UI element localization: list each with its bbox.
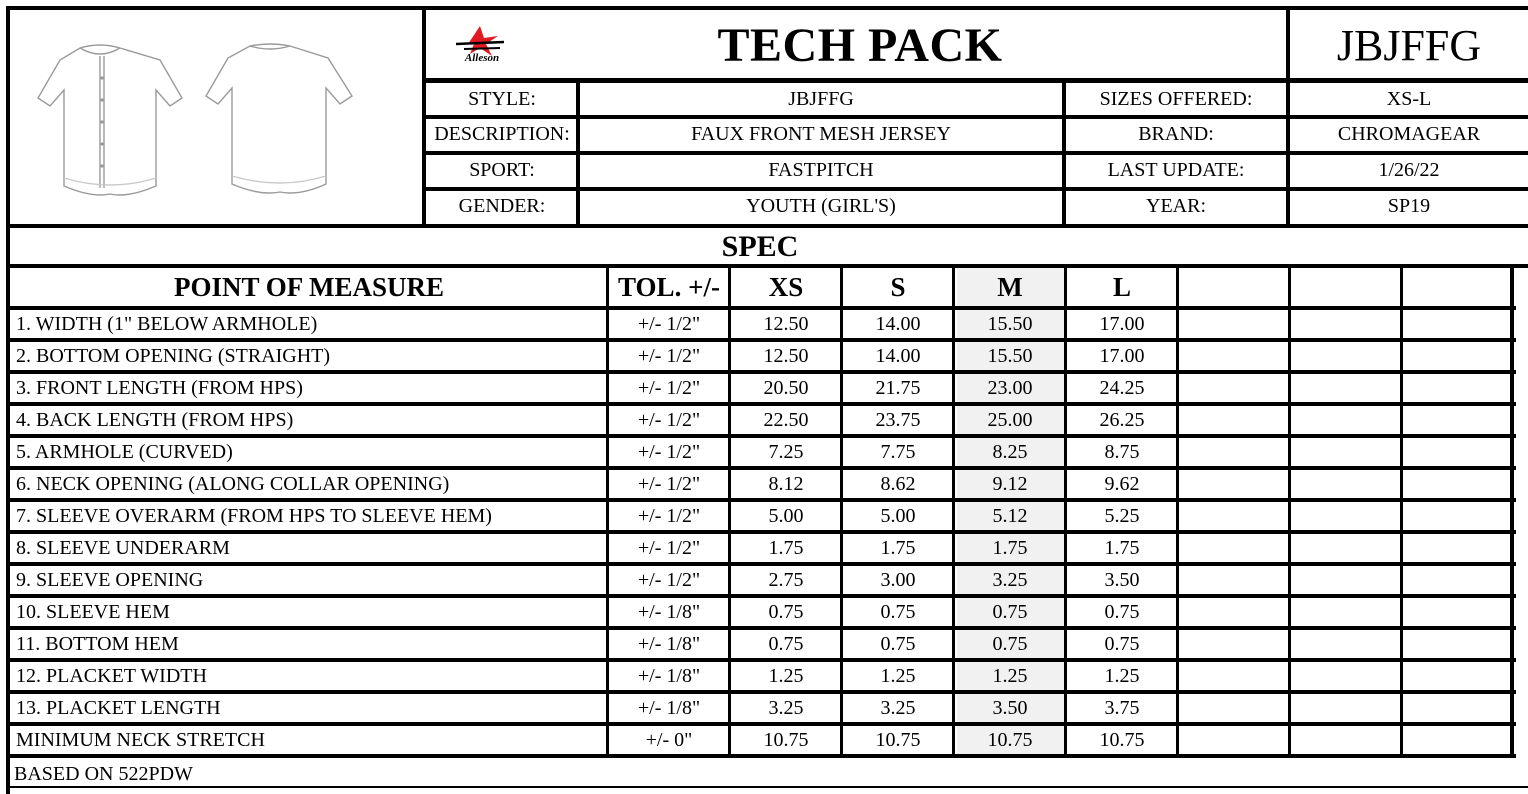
size-value: 1.25 xyxy=(880,664,916,687)
header-top-border xyxy=(6,6,1528,10)
size-value: 0.75 xyxy=(768,600,804,623)
point-of-measure: 6. NECK OPENING (ALONG COLLAR OPENING) xyxy=(16,472,450,495)
col-head-size: XS xyxy=(768,271,804,302)
tolerance: +/- 1/2" xyxy=(637,504,701,527)
size-value: 0.75 xyxy=(1104,600,1140,623)
page-title: TECH PACK xyxy=(717,18,1003,72)
field-value: XS-L xyxy=(1386,88,1432,110)
tolerance: +/- 1/8" xyxy=(637,632,701,655)
size-value: 10.75 xyxy=(875,728,921,751)
size-value: 1.25 xyxy=(1104,664,1140,687)
footnote: BASED ON 522PDW xyxy=(14,762,193,785)
point-of-measure: 11. BOTTOM HEM xyxy=(16,632,179,655)
size-value: 1.75 xyxy=(992,536,1028,559)
tolerance: +/- 1/2" xyxy=(637,536,701,559)
col-head-size: L xyxy=(1112,271,1131,302)
size-value: 8.25 xyxy=(992,440,1028,463)
field-label: SPORT: xyxy=(469,159,535,181)
size-value: 1.75 xyxy=(1104,536,1140,559)
size-value: 0.75 xyxy=(880,600,916,623)
jersey-sketch xyxy=(10,38,422,208)
size-value: 3.50 xyxy=(992,696,1028,719)
header-rule xyxy=(426,78,1528,83)
field-label: DESCRIPTION: xyxy=(434,123,570,145)
field-value: YOUTH (GIRL'S) xyxy=(746,195,896,217)
size-value: 8.12 xyxy=(768,472,804,495)
size-value: 0.75 xyxy=(992,632,1028,655)
size-value: 5.00 xyxy=(880,504,916,527)
size-value: 10.75 xyxy=(763,728,809,751)
field-value: JBJFFG xyxy=(788,88,854,110)
tolerance: +/- 1/8" xyxy=(637,600,701,623)
size-value: 22.50 xyxy=(763,408,809,431)
style-code-heading: JBJFFG xyxy=(1336,20,1482,70)
size-value: 3.25 xyxy=(880,696,916,719)
size-value: 23.75 xyxy=(875,408,921,431)
field-value: SP19 xyxy=(1387,195,1431,217)
tolerance: +/- 1/2" xyxy=(637,472,701,495)
spec-right-border xyxy=(1510,268,1514,754)
size-value: 17.00 xyxy=(1099,312,1145,335)
spec-col-rule xyxy=(1400,268,1403,754)
field-label: STYLE: xyxy=(468,88,536,110)
size-value: 14.00 xyxy=(875,344,921,367)
size-value: 15.50 xyxy=(987,312,1033,335)
col-head-size xyxy=(1402,268,1512,306)
size-value: 7.25 xyxy=(768,440,804,463)
size-value: 23.00 xyxy=(987,376,1033,399)
size-value: 10.75 xyxy=(1099,728,1145,751)
size-value: 9.12 xyxy=(992,472,1028,495)
size-value: 5.00 xyxy=(768,504,804,527)
size-value: 9.62 xyxy=(1104,472,1140,495)
point-of-measure: 5. ARMHOLE (CURVED) xyxy=(16,440,233,463)
size-value: 25.00 xyxy=(987,408,1033,431)
field-value: FASTPITCH xyxy=(768,159,874,181)
col-head-size: S xyxy=(890,271,906,302)
point-of-measure: 13. PLACKET LENGTH xyxy=(16,696,221,719)
size-value: 5.25 xyxy=(1104,504,1140,527)
point-of-measure: 9. SLEEVE OPENING xyxy=(16,568,204,591)
size-value: 3.75 xyxy=(1104,696,1140,719)
col-head-size: M xyxy=(997,271,1023,302)
size-value: 5.12 xyxy=(992,504,1028,527)
size-value: 0.75 xyxy=(880,632,916,655)
spec-row-rule xyxy=(6,754,1516,758)
point-of-measure: 8. SLEEVE UNDERARM xyxy=(16,536,230,559)
tolerance: +/- 1/2" xyxy=(637,344,701,367)
size-value: 3.50 xyxy=(1104,568,1140,591)
spec-title: SPEC xyxy=(721,230,799,263)
size-value: 7.75 xyxy=(880,440,916,463)
field-label: LAST UPDATE: xyxy=(1107,159,1245,181)
size-value: 12.50 xyxy=(763,344,809,367)
size-value: 3.25 xyxy=(992,568,1028,591)
size-value: 0.75 xyxy=(768,632,804,655)
size-value: 21.75 xyxy=(875,376,921,399)
size-value: 0.75 xyxy=(1104,632,1140,655)
field-value: CHROMAGEAR xyxy=(1337,123,1481,145)
field-label: BRAND: xyxy=(1138,123,1214,145)
point-of-measure: 3. FRONT LENGTH (FROM HPS) xyxy=(16,376,303,399)
size-value: 3.00 xyxy=(880,568,916,591)
tolerance: +/- 1/2" xyxy=(637,440,701,463)
tolerance: +/- 1/2" xyxy=(637,408,701,431)
spec-col-rule xyxy=(1288,268,1291,754)
col-head-tolerance: TOL. +/- xyxy=(618,271,720,302)
size-value: 0.75 xyxy=(992,600,1028,623)
field-value: 1/26/22 xyxy=(1378,159,1440,181)
field-label: YEAR: xyxy=(1146,195,1206,217)
tolerance: +/- 1/2" xyxy=(637,376,701,399)
size-value: 26.25 xyxy=(1099,408,1145,431)
tolerance: +/- 1/8" xyxy=(637,664,701,687)
field-label: GENDER: xyxy=(458,195,546,217)
point-of-measure: MINIMUM NECK STRETCH xyxy=(16,728,265,751)
size-value: 2.75 xyxy=(768,568,804,591)
field-value: FAUX FRONT MESH JERSEY xyxy=(691,123,951,145)
point-of-measure: 10. SLEEVE HEM xyxy=(16,600,170,623)
spec-left-border xyxy=(6,228,10,794)
size-value: 1.75 xyxy=(880,536,916,559)
col-head-size xyxy=(1290,268,1402,306)
size-value: 17.00 xyxy=(1099,344,1145,367)
size-value: 14.00 xyxy=(875,312,921,335)
size-value: 8.62 xyxy=(880,472,916,495)
size-value: 12.50 xyxy=(763,312,809,335)
size-value: 15.50 xyxy=(987,344,1033,367)
point-of-measure: 2. BOTTOM OPENING (STRAIGHT) xyxy=(16,344,331,367)
point-of-measure: 4. BACK LENGTH (FROM HPS) xyxy=(16,408,294,431)
size-value: 20.50 xyxy=(763,376,809,399)
tolerance: +/- 1/2" xyxy=(637,568,701,591)
size-value: 1.25 xyxy=(992,664,1028,687)
field-label: SIZES OFFERED: xyxy=(1099,88,1253,110)
tolerance: +/- 1/8" xyxy=(637,696,701,719)
point-of-measure: 12. PLACKET WIDTH xyxy=(16,664,207,687)
size-value: 1.75 xyxy=(768,536,804,559)
size-value: 3.25 xyxy=(768,696,804,719)
size-value: 8.75 xyxy=(1104,440,1140,463)
col-head-size xyxy=(1178,268,1290,306)
logo-wordmark: Alleson xyxy=(464,52,500,64)
point-of-measure: 7. SLEEVE OVERARM (FROM HPS TO SLEEVE HEM) xyxy=(16,504,492,527)
col-head-point-of-measure: POINT OF MEASURE xyxy=(173,271,445,302)
size-value: 10.75 xyxy=(987,728,1033,751)
tolerance: +/- 1/2" xyxy=(637,312,701,335)
point-of-measure: 1. WIDTH (1" BELOW ARMHOLE) xyxy=(16,312,318,335)
tolerance: +/- 0" xyxy=(645,728,693,751)
size-value: 24.25 xyxy=(1099,376,1145,399)
size-value: 1.25 xyxy=(768,664,804,687)
